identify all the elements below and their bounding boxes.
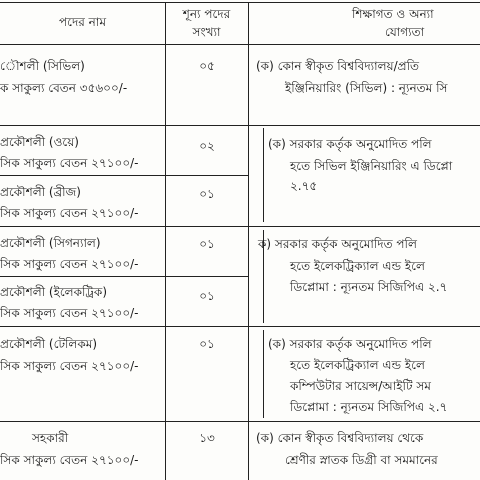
row-divider [0, 125, 480, 126]
post-title: প্রকৌশলী (সিগন্যাল) [0, 236, 101, 250]
post-salary: সিক সাকুল্য বেতন ২৭১০০/- [0, 359, 139, 373]
header-bottom-border [0, 44, 480, 45]
post-salary: সিক সাকুল্য বেতন ২৭১০০/- [0, 206, 139, 220]
row-divider [0, 421, 480, 422]
row-divider [0, 175, 248, 176]
qualification-line: ইঞ্জিনিয়ারিং (সিভিল) : ন্যূনতম সি [285, 81, 448, 95]
qualification-line: (ক) কোন স্বীকৃত বিশ্ববিদ্যালয়/প্রতি [256, 59, 420, 73]
vacancy-count: ০১ [199, 289, 215, 303]
post-title: ৌশলী (সিভিল) [0, 59, 85, 73]
vacancy-count: ০৫ [199, 59, 215, 73]
qualification-line: হতে ইলেকট্রিক্যাল এন্ড ইলে [290, 358, 425, 372]
vacancy-count: ০২ [199, 139, 215, 153]
header-vacancy-line2: সংখ্যা [192, 25, 221, 39]
column-divider [165, 2, 166, 480]
vacancy-count: ০১ [199, 187, 215, 201]
header-vacancy-line1: শূন্য পদের [182, 7, 231, 21]
header-qualification-line1: শিক্ষাগত ও অন্যা [352, 7, 434, 21]
post-salary: ক সাকুল্য বেতন ৩৫৬০০/- [0, 81, 128, 95]
post-title: প্রকৌশলী (ওয়ে) [0, 135, 79, 149]
post-salary: সিক সাকুল্য বেতন ২৭১০০/- [0, 257, 139, 271]
post-title: প্রকৌশলী (টেলিকম) [0, 337, 98, 351]
qualification-line: শ্রেণীর স্নাতক ডিগ্রী বা সমমানের [285, 453, 438, 467]
qual-bracket [263, 330, 264, 418]
vacancy-count: ১৩ [199, 431, 215, 445]
vacancy-count: ০১ [199, 237, 215, 251]
qualification-line: হতে সিভিল ইঞ্জিনিয়ারিং এ ডিপ্লো [290, 159, 453, 173]
qual-bracket [263, 128, 264, 222]
post-title: প্রকৌশলী (ইলেকট্রিক) [0, 285, 108, 299]
header-qualification-line2: যোগ্যতা [385, 25, 425, 39]
row-divider [0, 226, 480, 227]
row-divider [0, 326, 480, 327]
qualification-line: ডিপ্লোমা : ন্যূনতম সিজিপিএ ২.৭ [290, 280, 448, 294]
post-salary: সিক সাকুল্য বেতন ২৭১০০/- [0, 156, 139, 170]
post-title: সহকারী [32, 431, 69, 445]
qualification-line: ক) সরকার কর্তৃক অনুমোদিত পলি [258, 237, 417, 251]
qualification-line: হতে ইলেকট্রিক্যাল এন্ড ইলে [290, 259, 425, 273]
qualification-line: (ক) সরকার কর্তৃক অনুমোদিত পলি [268, 337, 432, 351]
column-divider [248, 2, 249, 480]
qualification-line: (ক) সরকার কর্তৃক অনুমোদিত পলি [268, 137, 432, 151]
row-divider [0, 276, 248, 277]
post-salary: সিক সাকুল্য বেতন ২৭১০০/- [0, 453, 139, 467]
vacancy-count: ০১ [199, 337, 215, 351]
qualification-line: (ক) কোন স্বীকৃত বিশ্ববিদ্যালয় থেকে [256, 431, 424, 445]
qualification-line: কম্পিউটার সায়েন্স/আইটি সম [290, 379, 431, 393]
qualification-line: ২.৭৫ [290, 179, 318, 193]
table-top-border [0, 2, 480, 3]
post-salary: সিক সাকুল্য বেতন ২৭১০০/- [0, 306, 139, 320]
header-post-name: পদের নাম [59, 15, 106, 29]
post-title: প্রকৌশলী (ব্রীজ) [0, 185, 81, 199]
qualification-line: ডিপ্লোমা : ন্যূনতম সিজিপিএ ২.৭ [290, 400, 448, 414]
